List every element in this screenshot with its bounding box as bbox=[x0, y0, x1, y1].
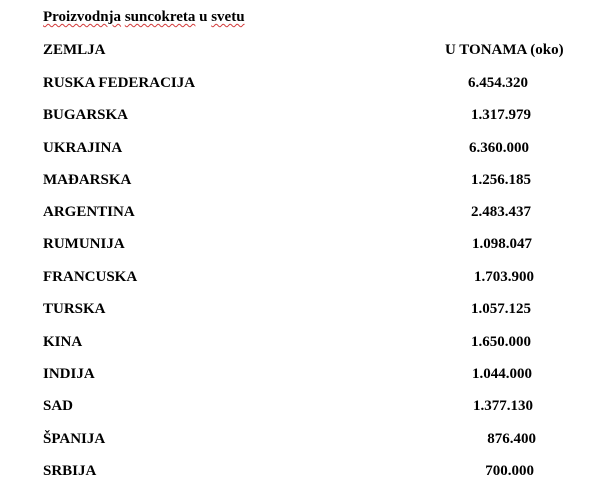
row-value: 1.098.047 bbox=[472, 236, 532, 252]
document-title bbox=[43, 9, 245, 26]
row-country: ARGENTINA bbox=[43, 204, 135, 220]
row-country: FRANCUSKA bbox=[43, 269, 138, 285]
table-row bbox=[0, 431, 600, 451]
table-row bbox=[0, 398, 600, 418]
row-value: 6.360.000 bbox=[469, 140, 529, 156]
row-country: BUGARSKA bbox=[43, 107, 129, 123]
row-value: 1.650.000 bbox=[471, 334, 531, 350]
row-country: TURSKA bbox=[43, 301, 106, 317]
row-country: UKRAJINA bbox=[43, 140, 123, 156]
row-country: INDIJA bbox=[43, 366, 95, 382]
table-header bbox=[0, 42, 600, 62]
header-country: ZEMLJA bbox=[43, 42, 106, 58]
title-word-suncokreta: suncokreta bbox=[124, 9, 196, 25]
row-value: 1.044.000 bbox=[472, 366, 532, 382]
row-value: 1.703.900 bbox=[474, 269, 534, 285]
title-word-proizvodnja: Proizvodnja bbox=[43, 9, 122, 25]
row-country: KINA bbox=[43, 334, 83, 350]
table-row bbox=[0, 269, 600, 289]
table-row bbox=[0, 140, 600, 160]
title-word-svetu: svetu bbox=[211, 9, 245, 25]
table-row bbox=[0, 75, 600, 95]
row-value: 1.317.979 bbox=[471, 107, 531, 123]
row-country: RUSKA FEDERACIJA bbox=[43, 75, 196, 91]
table-row bbox=[0, 301, 600, 321]
row-value: 1.256.185 bbox=[471, 172, 531, 188]
table-row bbox=[0, 334, 600, 354]
table-row bbox=[0, 204, 600, 224]
table-row bbox=[0, 366, 600, 386]
header-value: U TONAMA (oko) bbox=[445, 42, 564, 58]
row-country: SRBIJA bbox=[43, 463, 97, 479]
row-value: 876.400 bbox=[487, 431, 536, 447]
row-value: 1.377.130 bbox=[473, 398, 533, 414]
row-country: ŠPANIJA bbox=[43, 431, 106, 447]
title-word-u: u bbox=[199, 9, 208, 25]
row-value: 2.483.437 bbox=[471, 204, 531, 220]
row-value: 1.057.125 bbox=[471, 301, 531, 317]
table-row bbox=[0, 172, 600, 192]
row-country: SAD bbox=[43, 398, 74, 414]
row-country: RUMUNIJA bbox=[43, 236, 125, 252]
table-row bbox=[0, 107, 600, 127]
row-value: 6.454.320 bbox=[468, 75, 528, 91]
table-row bbox=[0, 236, 600, 256]
table-row bbox=[0, 463, 600, 483]
row-country: MAĐARSKA bbox=[43, 172, 132, 188]
row-value: 700.000 bbox=[485, 463, 534, 479]
